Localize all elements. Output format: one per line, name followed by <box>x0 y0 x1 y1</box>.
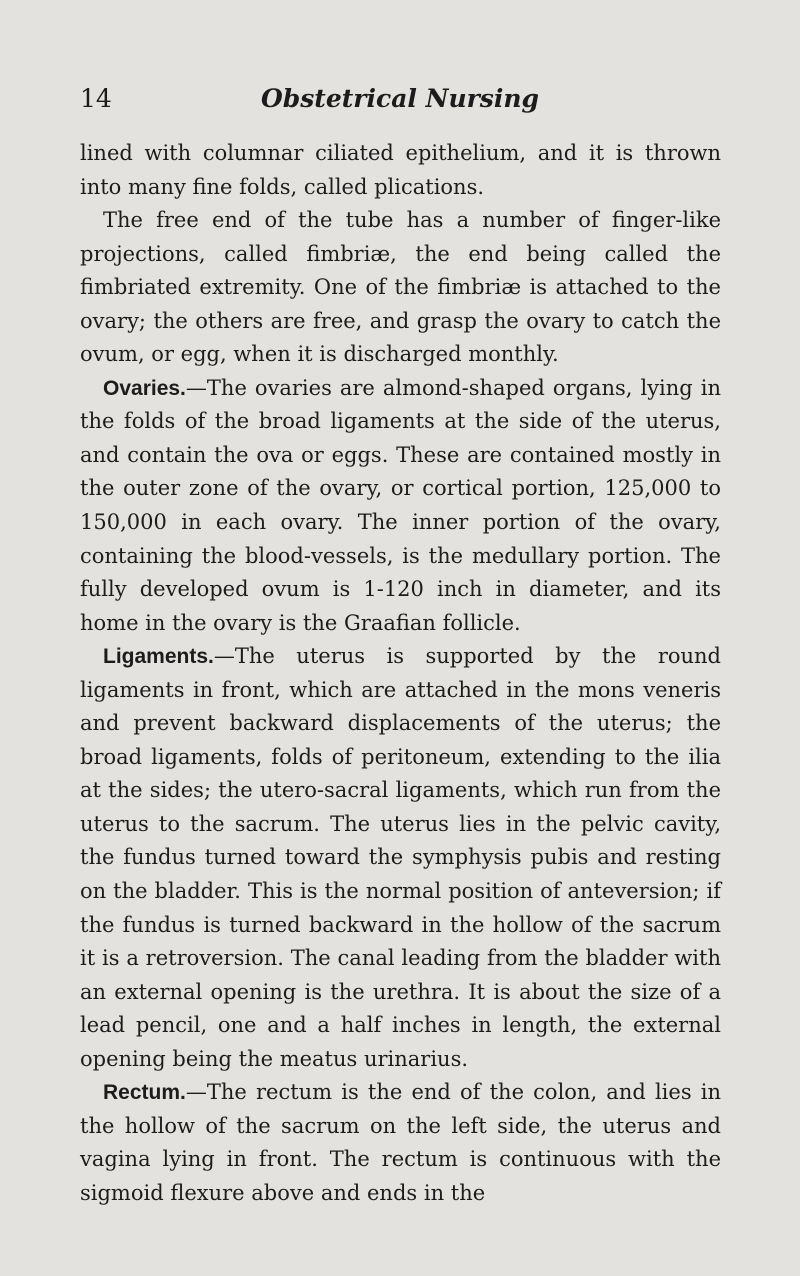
running-head <box>80 84 720 120</box>
paragraph-text: —The ovaries are almond-shaped organs, lying in the folds of the broad ligaments at the side of the uterus, and contain the ova or eggs. These are contained mostly in the outer zone of the ovary, or cortical portion, 125,000 to 150,000 in each ovary. The inner portion of the ovary, containing the blood-vessels, is the medullary portion. The fully developed ovum is 1-120 inch in diameter, and its home in the ovary is the Graafian follicle. <box>80 375 721 635</box>
paragraph-text: lined with columnar ciliated epithelium, and it is thrown into many fine folds, called plications. <box>80 141 721 199</box>
page-number: 14 <box>80 84 112 113</box>
paragraph-text: The free end of the tube has a number of finger-like projections, called fimbriæ, the end being called the fimbriated extremity. One of the fimbriæ is attached to the ovary; the others are free, and grasp the ovary to catch the ovum, or egg, when it is discharged monthly. <box>80 208 721 367</box>
paragraph-ligaments <box>80 640 721 1076</box>
body-text <box>80 137 721 1211</box>
paragraph-ovaries <box>80 372 721 640</box>
paragraph-rectum <box>80 1076 721 1210</box>
paragraph-fimbriae <box>80 204 721 372</box>
paragraph-text: —The uterus is supported by the round ligaments in front, which are attached in the mons veneris and prevent backward displacements of the uterus; the broad ligaments, folds of peritoneum, extending to the ilia at the sides; the utero-sacral ligaments, which run from the uterus to the sacrum. The uterus lies in the pelvic cavity, the fundus turned toward the symphysis pubis and resting on the bladder. This is the normal position of anteversion; if the fundus is turned backward in the hollow of the sacrum it is a retroversion. The canal leading from the bladder with an external opening is the urethra. It is about the size of a lead pencil, one and a half inches in length, the external opening being the meatus urinarius. <box>80 644 721 1071</box>
section-heading-ovaries: Ovaries. <box>103 376 186 400</box>
book-title: Obstetrical Nursing <box>260 84 540 113</box>
section-heading-ligaments: Ligaments. <box>103 645 214 669</box>
paragraph-text: —The rectum is the end of the colon, and lies in the hollow of the sacrum on the left side, the uterus and vagina lying in front. The rectum is continuous with the sigmoid flexure above and ends in the <box>80 1080 721 1205</box>
paragraph-continuation <box>80 137 721 204</box>
section-heading-rectum: Rectum. <box>103 1081 186 1105</box>
